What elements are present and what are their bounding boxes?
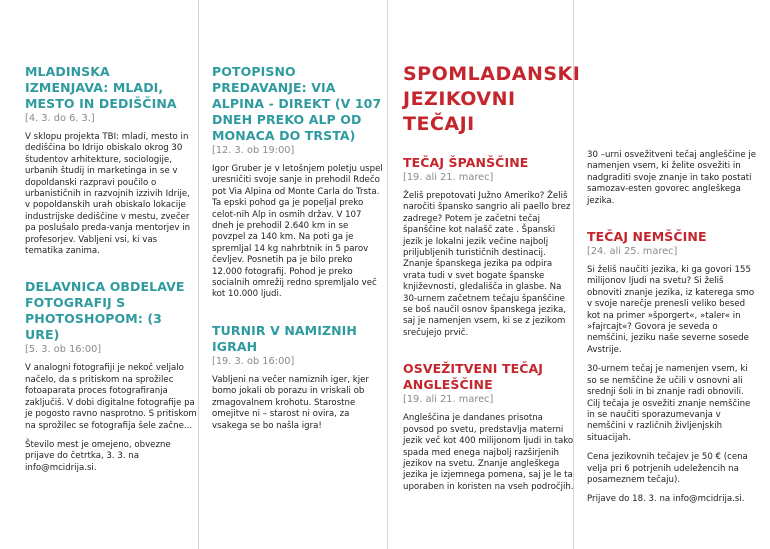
event-description: V sklopu projekta TBI: mladi, mesto in dediščina bo Idrijo obiskalo okrog 30 študentov arhitekture, sociologije, urbanih študij in marketinga in se v dopoldanski razpravi poučilo o urbanističnih in razvojnih izzivih Idrije, v popoldanskih urah obiskalo lokacije industrijske dediščine v mestu, zvečer pa poslušalo preda-vanja mentorjev in profesorjev. Vabljeni vsi, ki vas tematika zanima. [25, 132, 191, 257]
course-date: [19. ali 21. marec] [403, 172, 494, 183]
course-title: OSVEŽITVENI TEČAJ ANGLEŠČINE [403, 361, 544, 393]
course-date: [19. ali 21. marec] [403, 394, 494, 406]
event-description: V analogni fotografiji je nekoč veljalo načelo, da s pritiskom na sprožilec fotoaparata proces fotografiranja zaključiš. V dobi digitalne fotografije pa je pogosto ravno nasprotno. S pritiskom na sprožilec se fotografija šele začne... [25, 363, 197, 431]
course-registration: Prijave do 18. 3. na info@mcidrija.si. [587, 494, 745, 505]
course-title: TEČAJ NEMŠČINE [587, 229, 707, 245]
column-divider [387, 0, 388, 549]
column-divider [198, 0, 199, 549]
course-description: Angleščina je dandanes prisotna povsod po svetu, predstavlja materni jezik več kot 400 milijonom ljudi in tako spada med enega najbolj razširjenih jezikov na svetu. Znanje angleškega jezika je izjemnega pomena, saj je le ta uporaben in koristen na vseh področjih. [403, 413, 574, 492]
event-date: [5. 3. ob 16:00] [25, 344, 102, 356]
course-date: [24. ali 25. marec] [587, 246, 678, 258]
course-description: Želiš prepotovati Južno Ameriko? Želiš naročiti špansko sangrio ali paello brez zadrege? Potem je začetni tečaj španščine kot nalašč zate . Španski jezik je lokalni jezik večine najbolj priljubljenih turističnih destinacij. Znanje španskega jezika pa odpira vrata tudi v svet bogate španske književnosti, gledališča in glasbe. Na 30-urnem začetnem tečaju španščine se boš naučil osnov španskega jezika, saj je namenjen vsem, ki se z jezikom srečujejo prvič. [403, 191, 571, 338]
event-date: [19. 3. ob 16:00] [212, 355, 295, 367]
column-1 [25, 64, 197, 482]
course-description: 30-urnem tečaj je namenjen vsem, ki so se nemščine že učili v osnovni ali srednji šoli in bi znanje radi obnovili. Cilj tečaja je osvežiti znanje nemščine in se naučiti sporazumevanja v nemščini v različnih življenjskih situacijah. [587, 364, 751, 443]
event-title: MLADINSKA IZMENJAVA: MLADI, MESTO IN DEDIŠČINA [25, 64, 177, 111]
column-2 [212, 64, 384, 440]
event-description: Vabljeni na večer namiznih iger, kjer bomo jokali ob porazu in vriskali ob zmagovalnem krohotu. Starostne omejitve ni – starost ni ovira, za vsakega se bo našla igra! [212, 374, 369, 431]
course-german [587, 229, 759, 506]
event-date: [4. 3. do 6. 3.] [25, 113, 95, 124]
course-price: Cena jezikovnih tečajev je 50 € (cena velja pri 6 potrjenih udeležencih na posameznem tečaju). [587, 452, 748, 485]
event-youth-exchange [25, 64, 197, 257]
event-photoshop-workshop [25, 279, 197, 474]
event-registration: Število mest je omejeno, obvezne prijave do četrtka, 3. 3. na info@mcidrija.si. [25, 439, 171, 473]
page-title: SPOMLADANSKI JEZIKOVNI TEČAJI [403, 63, 581, 135]
course-spanish [403, 155, 575, 339]
column-3 [403, 62, 581, 501]
event-travel-lecture [212, 64, 384, 301]
column-4 [587, 150, 759, 514]
event-title: POTOPISNO PREDAVANJE: VIA ALPINA - DIREKT (V 107 DNEH PREKO ALP OD MONACA DO TRSTA) [212, 64, 382, 143]
event-board-games [212, 323, 384, 432]
event-title: DELAVNICA OBDELAVE FOTOGRAFIJ S PHOTOSHOPOM: (3 URE) [25, 279, 185, 343]
event-title: TURNIR V NAMIZNIH IGRAH [212, 322, 357, 354]
event-description: Igor Gruber je v letošnjem poletju uspel uresničiti svoje sanje in prehodil Rdečo pot Via Alpina od Monte Carla do Trsta. Ta epski pohod ga je popeljal preko celot-nih Alp in osmih držav. V 107 dneh je prehodil 2.640 km in se povzpel za 140 km. Na poti ga je spremljal 14 kg nahrbtnik in 5 parov čevljev. Posnetih pa je bilo preko 12.000 fotografij. Pohod je preko socialnih omrežij redno spremljalo več kot 10.000 ljudi. [212, 164, 383, 300]
course-english-continued: 30 –urni osvežitveni tečaj angleščine je namenjen vsem, ki želite osvežiti in nadgraditi svoje znanje in tako postati samozav-esten govorec angleškega jezika. [587, 150, 757, 206]
course-description: Si želiš naučiti jezika, ki ga govori 155 milijonov ljudi na svetu? Si želiš obnoviti znanje jezika, iz katerega smo v svoje narečje prenesli veliko besed kot na primer »šporgert«, »taler« in »fajrcajt«? Govora je seveda o nemščini, jeziku naše severne sosede Avstrije. [587, 265, 755, 355]
course-title: TEČAJ ŠPANŠČINE [403, 155, 529, 170]
course-english [403, 361, 575, 493]
event-date: [12. 3. ob 19:00] [212, 145, 295, 156]
